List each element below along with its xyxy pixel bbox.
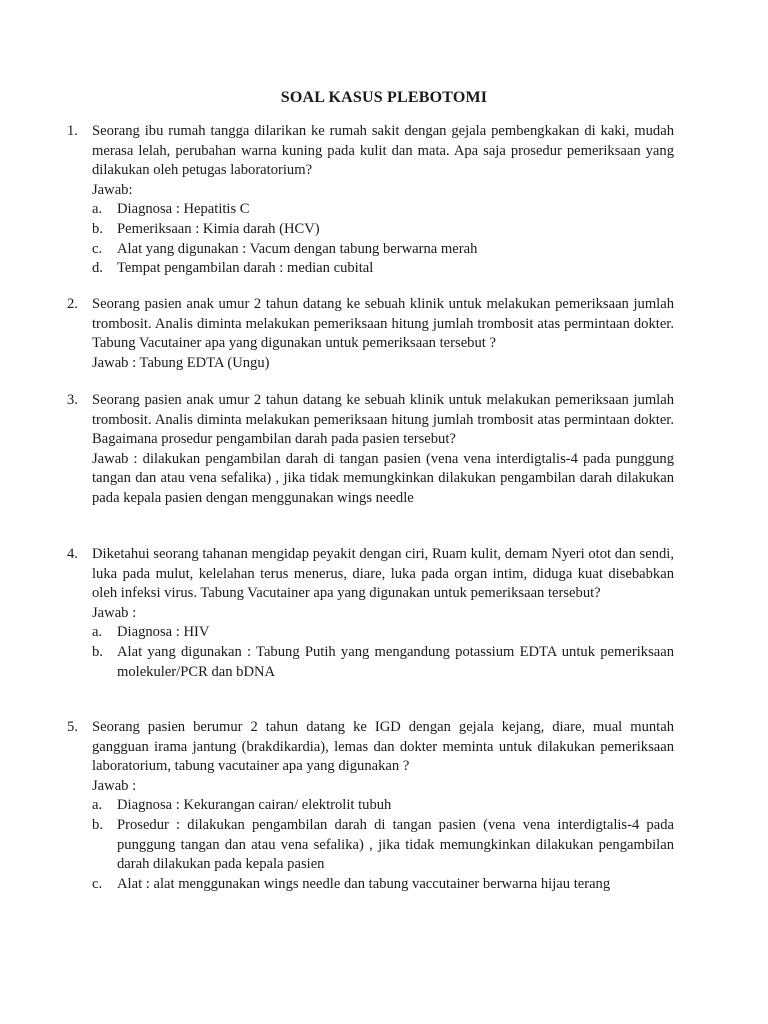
question-2 (67, 295, 674, 373)
option-label: a. (92, 797, 103, 814)
question-number: 1. (67, 123, 78, 139)
answer-label: Jawab : (92, 777, 137, 794)
answer-option (92, 816, 674, 875)
option-text: Alat yang digunakan : Vacum dengan tabung berwarna merah (117, 240, 478, 257)
answer-option (92, 796, 674, 816)
question-text: Diketahui seorang tahanan mengidap peyakit dengan ciri, Ruam kulit, demam Nyeri otot dan sendi, luka pada mulut, kelelahan terus menerus, diare, luka pada organ intim, diduga kuat disebabkan oleh infeksi virus. Tabung Vacutainer apa yang digunakan untuk pemeriksaan tersebut? (92, 546, 674, 602)
option-text: Pemeriksaan : Kimia darah (HCV) (117, 220, 320, 237)
answer-option (92, 623, 674, 643)
option-text: Alat yang digunakan : Tabung Putih yang mengandung potassium EDTA untuk pemeriksaan molekuler/PCR dan bDNA (117, 643, 674, 680)
answer-option (92, 875, 674, 895)
option-text: Prosedur : dilakukan pengambilan darah di tangan pasien (vena vena interdigtalis-4 pada punggung tangan dan atau vena sefalika) , jika tidak memungkinkan dilakukan pengambilan darah dilakukan pada kepala pasien (117, 816, 674, 873)
question-number: 2. (67, 296, 78, 312)
question-number: 5. (67, 719, 78, 735)
question-text: Seorang pasien anak umur 2 tahun datang ke sebuah klinik untuk melakukan pemeriksaan jumlah trombosit. Analis diminta melakukan pemeriksaan hitung jumlah trombosit atas permintaan dokter. Bagaimana prosedur pengambilan darah pada pasien tersebut? (92, 392, 674, 448)
option-label: a. (92, 201, 103, 218)
question-3 (67, 391, 674, 509)
option-label: c. (92, 875, 103, 892)
option-label: d. (92, 260, 103, 277)
answer-option (92, 643, 674, 682)
question-text: Seorang ibu rumah tangga dilarikan ke rumah sakit dengan gejala pembengkakan di kaki, mudah merasa lelah, perubahan warna kuning pada kulit dan mata. Apa saja prosedur pemeriksaan yang dilakukan oleh petugas laboratorium? (92, 123, 674, 179)
answer-label: Jawab : Tabung EDTA (Ungu) (92, 354, 270, 371)
option-label: a. (92, 624, 103, 641)
answer-option (92, 220, 674, 240)
answer-option (92, 200, 674, 220)
answer-option (92, 259, 674, 279)
option-label: b. (92, 220, 103, 237)
option-text: Diagnosa : HIV (117, 624, 210, 641)
answer-text: Jawab : dilakukan pengambilan darah di tangan pasien (vena vena interdigtalis-4 pada punggung tangan dan atau vena sefalika) , jika tidak memungkinkan dilakukan pengambilan darah dilakukan pada kepala pasien dengan menggunakan wings needle (92, 450, 674, 506)
answer-option (92, 240, 674, 260)
option-label: b. (92, 643, 103, 660)
option-label: b. (92, 816, 103, 833)
option-text: Alat : alat menggunakan wings needle dan tabung vaccutainer berwarna hijau terang (117, 875, 611, 892)
document-title: SOAL KASUS PLEBOTOMI (280, 89, 488, 106)
question-text: Seorang pasien anak umur 2 tahun datang ke sebuah klinik untuk melakukan pemeriksaan jumlah trombosit. Analis diminta melakukan pemeriksaan hitung jumlah trombosit atas permintaan dokter. Tabung Vacutainer apa yang digunakan untuk pemeriksaan tersebut ? (92, 296, 674, 352)
answer-label: Jawab : (92, 604, 137, 621)
option-text: Diagnosa : Hepatitis C (117, 201, 250, 218)
question-4 (67, 545, 674, 682)
question-number: 3. (67, 392, 78, 408)
question-1 (67, 122, 674, 279)
question-number: 4. (67, 546, 78, 562)
question-text: Seorang pasien berumur 2 tahun datang ke IGD dengan gejala kejang, diare, mual muntah gangguan irama jantung (brakdikardia), lemas dan dokter meminta untuk dilakukan pemeriksaan laboratorium, tabung vacutainer apa yang digunakan ? (92, 719, 674, 775)
question-5 (67, 718, 674, 894)
option-label: c. (92, 240, 103, 257)
option-text: Tempat pengambilan darah : median cubital (117, 260, 374, 277)
answer-label: Jawab: (92, 181, 133, 198)
option-text: Diagnosa : Kekurangan cairan/ elektrolit tubuh (117, 797, 392, 814)
